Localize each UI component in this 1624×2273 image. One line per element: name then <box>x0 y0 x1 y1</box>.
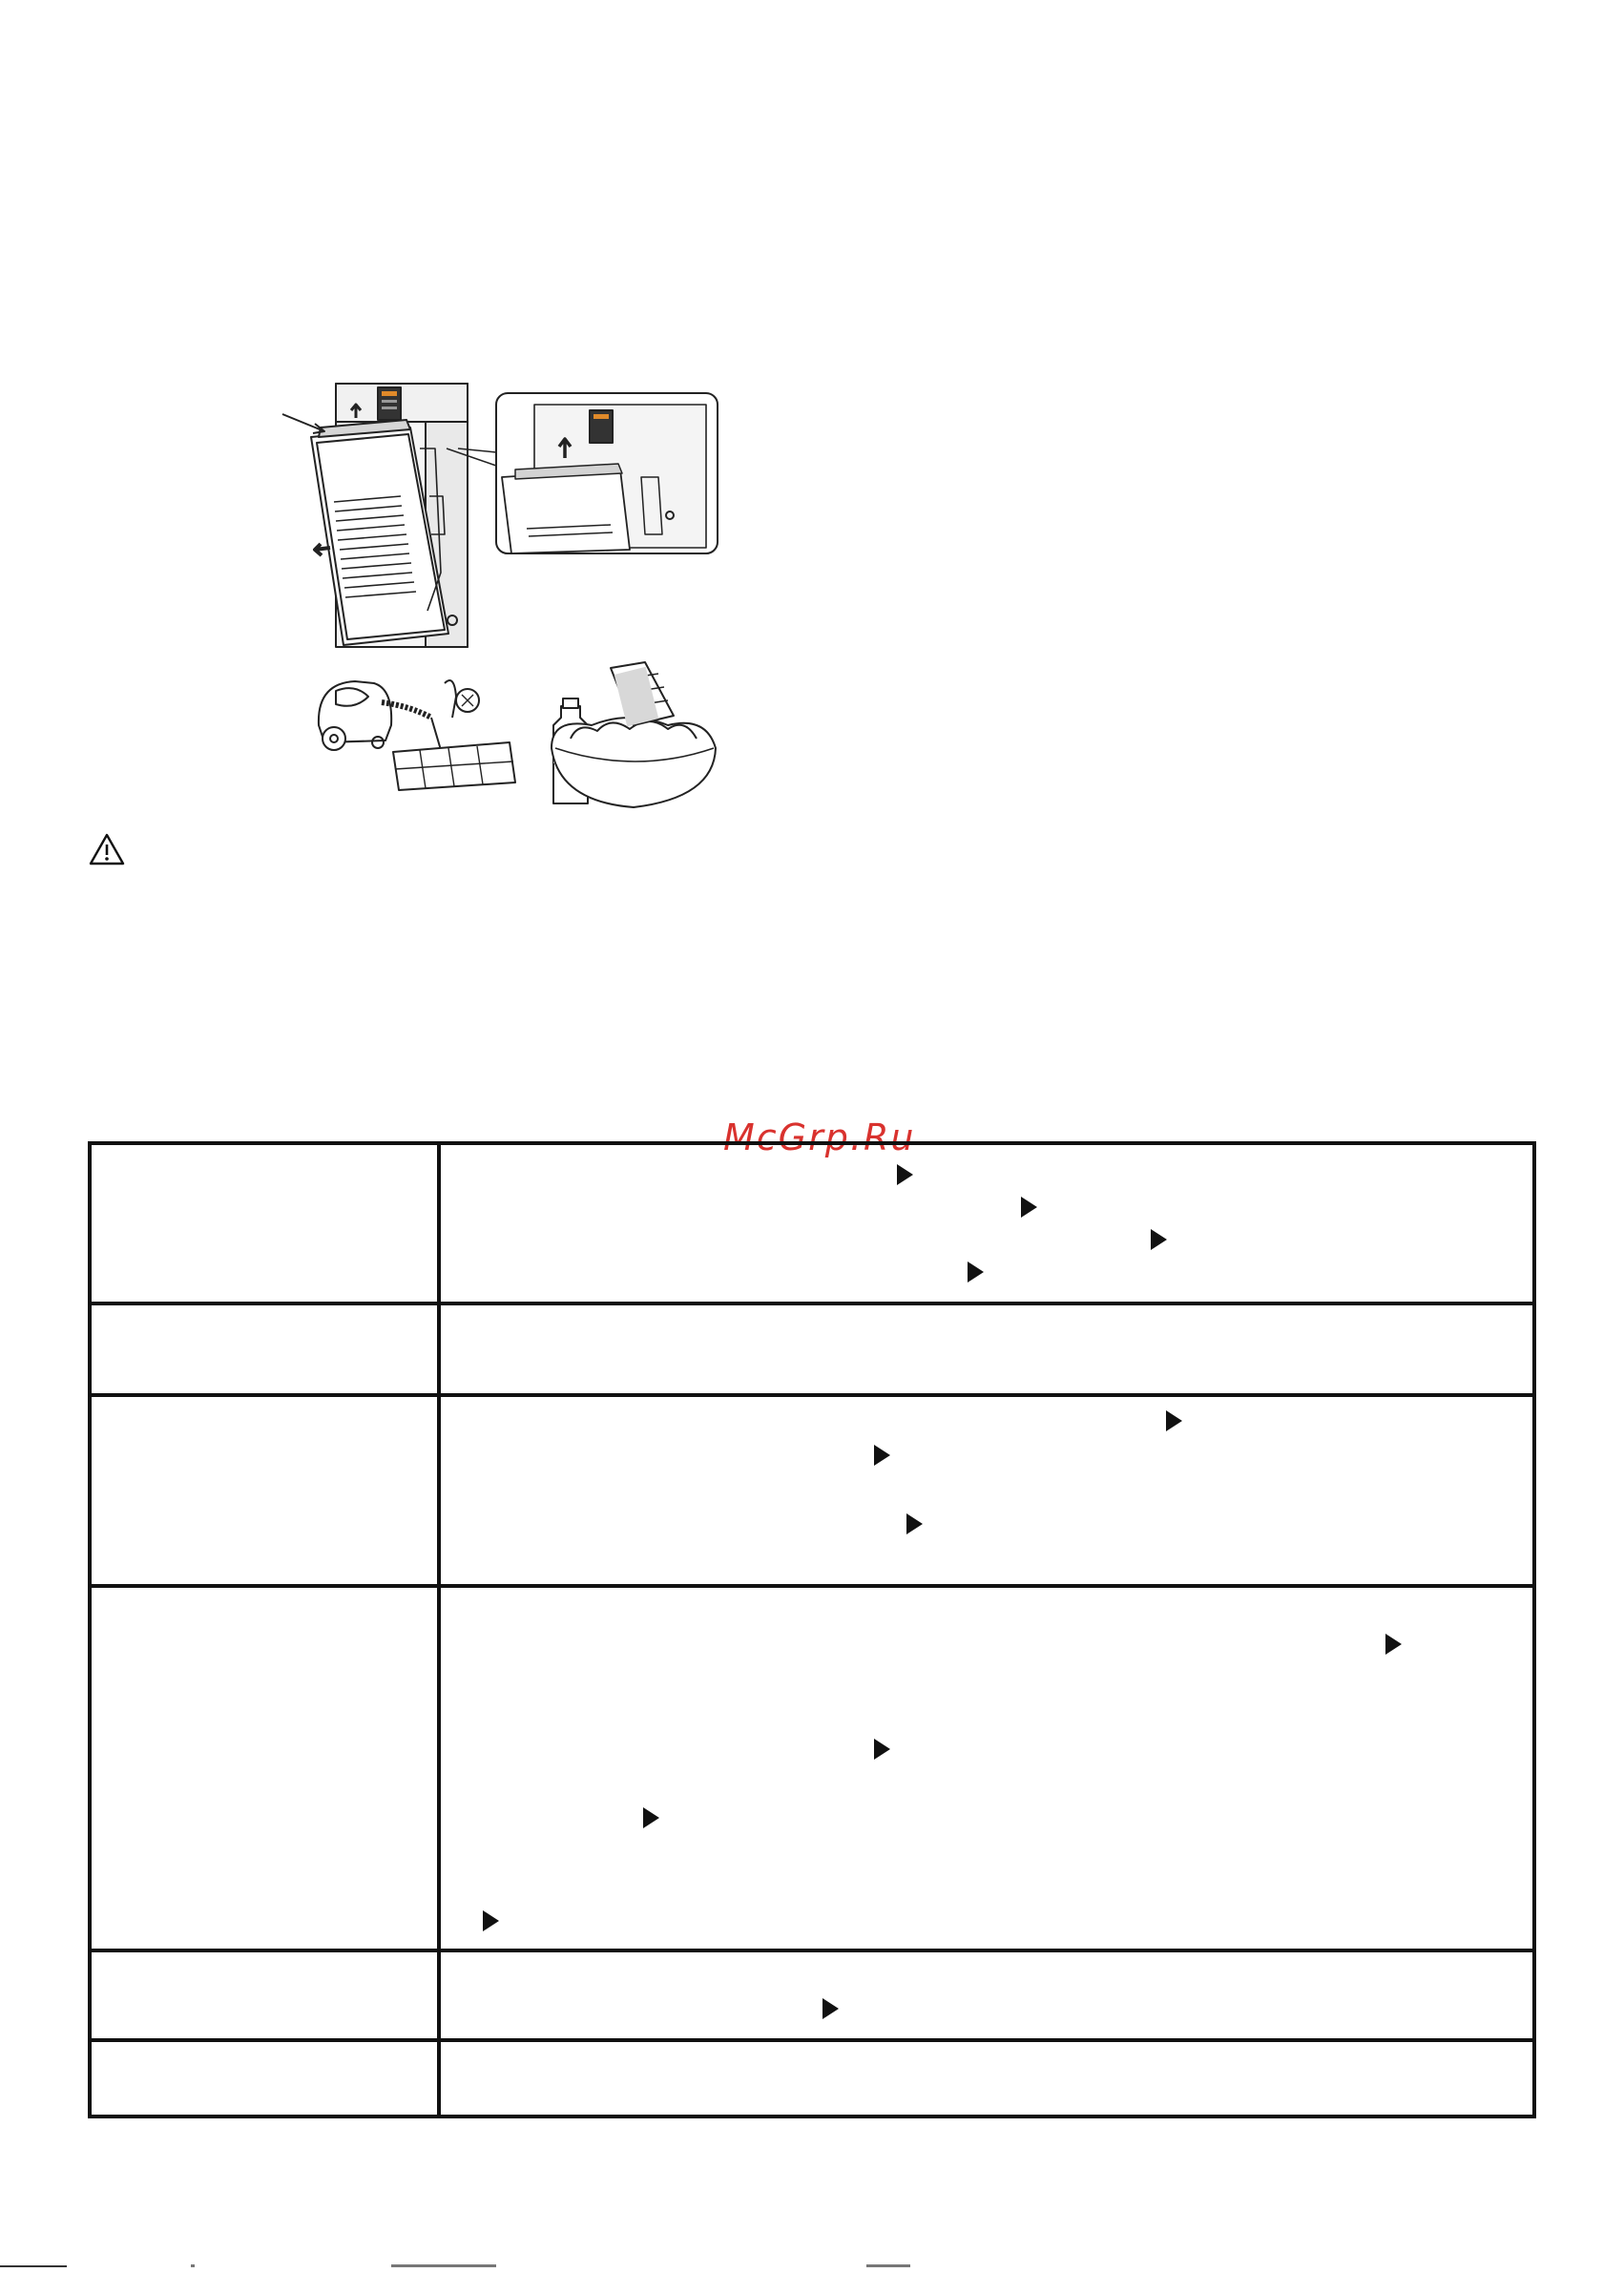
table-row <box>92 1949 1532 2038</box>
triangle-right-icon <box>874 1445 890 1466</box>
table-cell-label <box>92 1952 441 2038</box>
triangle-right-icon <box>1385 1634 1402 1655</box>
inset-detail-illustration <box>447 393 718 553</box>
table-row <box>92 1584 1532 1949</box>
table-cell-label <box>92 1397 441 1584</box>
watermark-text: McGrp.Ru <box>723 1116 916 1158</box>
triangle-right-icon <box>643 1807 659 1828</box>
table-row <box>92 1302 1532 1393</box>
table-cell-body <box>445 1305 1532 1393</box>
warning-triangle-icon <box>88 832 126 866</box>
illustration-area <box>0 0 1624 859</box>
table-row <box>92 1145 1532 1302</box>
table-cell-body <box>445 1397 1532 1584</box>
triangle-right-icon <box>897 1164 913 1185</box>
washing-illustration <box>552 662 716 807</box>
footer-mark <box>391 2264 496 2267</box>
table-cell-body <box>445 1952 1532 2038</box>
vacuum-cleaning-illustration <box>319 680 515 790</box>
table-cell-body <box>445 2042 1532 2118</box>
triangle-right-icon <box>874 1739 890 1760</box>
purifier-illustration <box>282 384 468 647</box>
table-cell-label <box>92 1588 441 1949</box>
triangle-right-icon <box>822 1998 839 2019</box>
triangle-right-icon <box>1166 1410 1182 1431</box>
footer-rule <box>0 2265 67 2267</box>
table-cell-body <box>445 1145 1532 1302</box>
troubleshooting-table <box>88 1141 1536 2118</box>
table-cell-body <box>445 1588 1532 1949</box>
triangle-right-icon <box>1151 1229 1167 1250</box>
table-cell-label <box>92 1145 441 1302</box>
triangle-right-icon <box>906 1513 923 1534</box>
table-cell-label <box>92 1305 441 1393</box>
footer-mark <box>866 2264 910 2267</box>
triangle-right-icon <box>968 1262 984 1282</box>
table-cell-label <box>92 2042 441 2118</box>
table-row <box>92 1393 1532 1584</box>
triangle-right-icon <box>1021 1197 1037 1218</box>
triangle-right-icon <box>483 1910 499 1931</box>
footer-mark <box>191 2264 195 2267</box>
table-row <box>92 2038 1532 2118</box>
